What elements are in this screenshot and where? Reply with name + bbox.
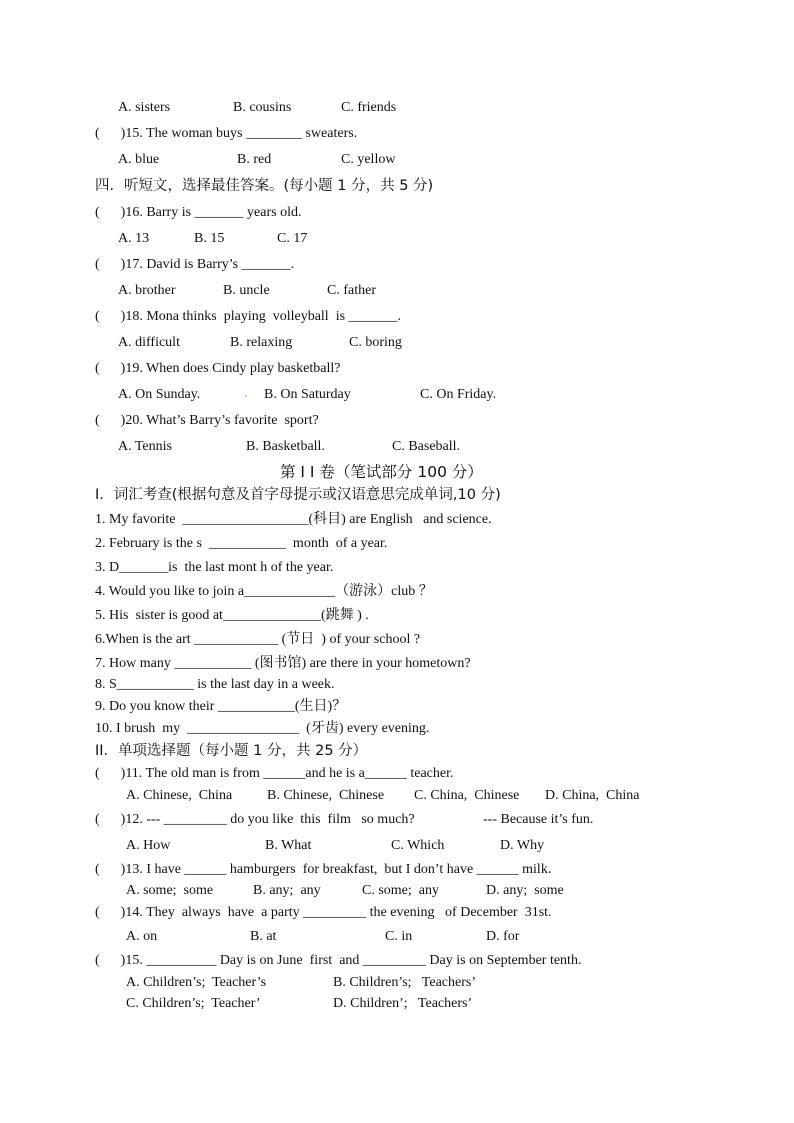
- option-a: A. some; some: [126, 883, 214, 898]
- option-a: A. sisters: [118, 100, 171, 115]
- vocab-item-10: 10. I brush my ________________ (牙齿) every evening.: [95, 721, 430, 736]
- option-c: C. some; any: [362, 883, 439, 898]
- option-d: D. for: [486, 929, 520, 944]
- option-b: B. 15: [194, 231, 225, 246]
- vocab-item-6: 6.When is the art ____________ (节日 ) of your school ?: [95, 632, 421, 647]
- option-a: A. How: [126, 838, 171, 853]
- question-14: ( )14. They always have a party _________ the evening of December 31st.: [95, 905, 552, 920]
- option-c: C. father: [327, 283, 376, 298]
- vocab-item-7: 7. How many ___________ (图书馆) are there in your hometown?: [95, 656, 471, 671]
- option-a: A. Tennis: [118, 439, 172, 454]
- question-16: ( )16. Barry is _______ years old.: [95, 205, 302, 220]
- vocab-item-3: 3. D_______is the last mont h of the year.: [95, 560, 334, 575]
- question-11: ( )11. The old man is from ______and he is a______ teacher.: [95, 766, 454, 781]
- option-a: A. Chinese, China: [126, 788, 233, 803]
- choice-section-heading: II．单项选择题（每小题 1 分，共 25 分）: [95, 743, 368, 759]
- part-2-title: 第 I I 卷（笔试部分 100 分）: [280, 463, 483, 481]
- vocab-item-5: 5. His sister is good at______________(跳舞 ) .: [95, 608, 369, 623]
- option-c: C. boring: [349, 335, 402, 350]
- option-a: A. brother: [118, 283, 176, 298]
- question-15-listening: ( )15. The woman buys ________ sweaters.: [95, 126, 358, 141]
- option-a: A. blue: [118, 152, 160, 167]
- question-20: ( )20. What’s Barry’s favorite sport?: [95, 413, 319, 428]
- option-b: B. Children’s; Teachers’: [333, 975, 477, 990]
- option-b: B. any; any: [253, 883, 321, 898]
- option-b: B. at: [250, 929, 277, 944]
- option-a: A. 13: [118, 231, 150, 246]
- vocab-item-1: 1. My favorite __________________(科目) are English and science.: [95, 512, 492, 527]
- question-12: ( )12. --- _________ do you like this film so much?: [95, 812, 415, 827]
- option-b: B. uncle: [223, 283, 270, 298]
- option-c: C. yellow: [341, 152, 396, 167]
- question-17: ( )17. David is Barry’s _______.: [95, 257, 295, 272]
- vocab-item-2: 2. February is the s ___________ month of a year.: [95, 536, 388, 551]
- section-4-heading: 四．听短文，选择最佳答案。(每小题 1 分，共 5 分): [95, 178, 434, 194]
- question-18: ( )18. Mona thinks playing volleyball is _______.: [95, 309, 402, 324]
- vocab-item-9: 9. Do you know their ___________(生日)？: [95, 699, 347, 714]
- question-19: ( )19. When does Cindy play basketball?: [95, 361, 341, 376]
- vocab-item-4: 4. Would you like to join a_____________（游泳）club ？: [95, 584, 433, 599]
- vocab-item-8: 8. S___________ is the last day in a week.: [95, 677, 335, 692]
- option-b: B. Basketball.: [246, 439, 325, 454]
- option-c: C. On Friday.: [420, 387, 497, 402]
- option-c: C. in: [385, 929, 413, 944]
- option-a: A. On Sunday.: [118, 387, 201, 402]
- option-d: D. any; some: [486, 883, 564, 898]
- option-c: C. China, Chinese: [414, 788, 520, 803]
- option-c: C. Children’s; Teacher’: [126, 996, 261, 1011]
- question-13: ( )13. I have ______ hamburgers for breakfast, but I don’t have ______ milk.: [95, 862, 552, 877]
- option-d: D. Children’; Teachers’: [333, 996, 473, 1011]
- option-c: C. Which: [391, 838, 445, 853]
- option-c: C. friends: [341, 100, 397, 115]
- question-12-reply: --- Because it’s fun.: [483, 812, 594, 827]
- option-d: D. China, China: [545, 788, 640, 803]
- option-b: B. Chinese, Chinese: [267, 788, 385, 803]
- question-15: ( )15. __________ Day is on June first and _________ Day is on September tenth.: [95, 953, 582, 968]
- option-b: B. On Saturday: [264, 387, 351, 402]
- stray-mark: .: [244, 386, 248, 401]
- option-d: D. Why: [500, 838, 545, 853]
- vocab-section-heading: I．词汇考查(根据句意及首字母提示或汉语意思完成单词,10 分): [95, 487, 501, 503]
- option-b: B. What: [265, 838, 312, 853]
- option-b: B. red: [237, 152, 272, 167]
- option-b: B. cousins: [233, 100, 292, 115]
- option-a: A. difficult: [118, 335, 180, 350]
- option-b: B. relaxing: [230, 335, 293, 350]
- option-a: A. on: [126, 929, 158, 944]
- option-c: C. 17: [277, 231, 308, 246]
- option-a: A. Children’s; Teacher’s: [126, 975, 267, 990]
- option-c: C. Baseball.: [392, 439, 461, 454]
